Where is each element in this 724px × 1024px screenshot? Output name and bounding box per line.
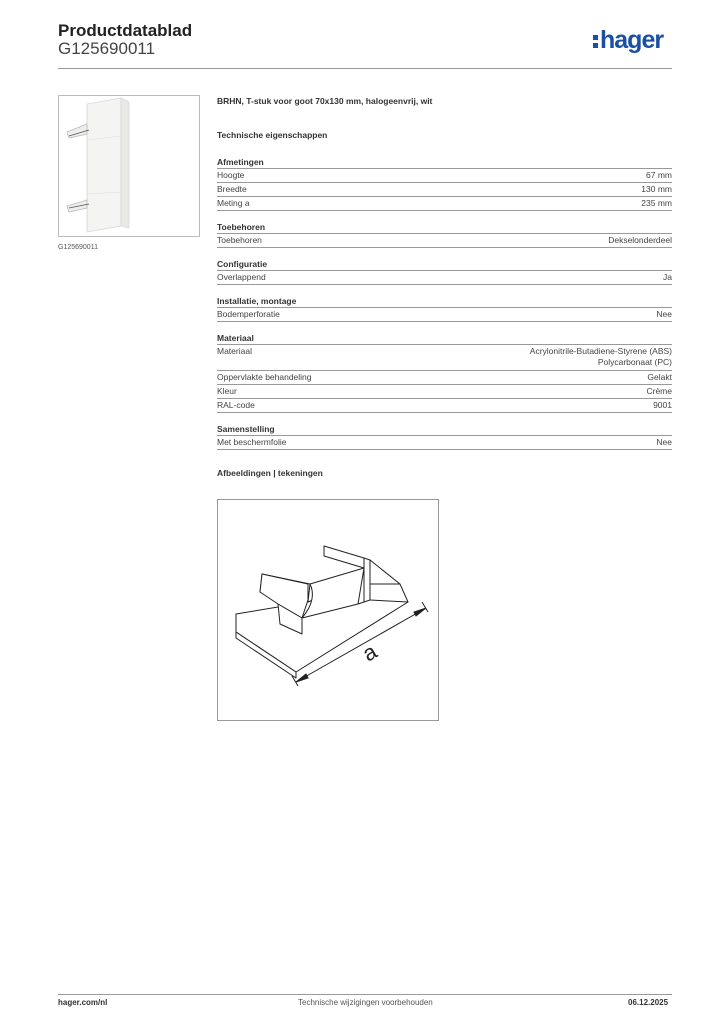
spec-value: 235 mm xyxy=(641,198,672,208)
product-description: BRHN, T-stuk voor goot 70x130 mm, halogeenvrij, wit xyxy=(217,96,433,106)
drawings-title: Afbeeldingen | tekeningen xyxy=(217,468,323,478)
section-samenstelling xyxy=(217,423,672,450)
spec-label: Met beschermfolie xyxy=(217,437,287,447)
section-configuratie xyxy=(217,258,672,285)
section-title: Afmetingen xyxy=(217,156,672,169)
spec-label: Overlappend xyxy=(217,272,266,282)
section-title: Installatie, montage xyxy=(217,295,672,308)
logo-dots-icon xyxy=(593,32,598,48)
technical-drawing xyxy=(217,499,439,721)
spec-row xyxy=(217,371,672,385)
spec-value: Nee xyxy=(656,437,672,447)
section-title: Toebehoren xyxy=(217,221,672,234)
technical-drawing-image xyxy=(218,500,438,720)
spec-value-line: Acrylonitrile-Butadiene-Styrene (ABS) xyxy=(529,346,672,356)
spec-value-line: Polycarbonaat (PC) xyxy=(597,357,672,367)
page-title: Productdatablad xyxy=(58,21,193,40)
spec-value: 9001 xyxy=(653,400,672,410)
spec-value: Crème xyxy=(646,386,672,396)
section-title: Materiaal xyxy=(217,332,672,345)
product-photo xyxy=(58,95,200,237)
header-divider xyxy=(58,68,672,69)
footer-date: 06.12.2025 xyxy=(628,998,669,1007)
logo-text: hager xyxy=(600,26,664,54)
spec-label: Meting a xyxy=(217,198,250,208)
section-title: Configuratie xyxy=(217,258,672,271)
product-photo-image xyxy=(59,96,199,236)
spec-row xyxy=(217,183,672,197)
spec-content xyxy=(217,96,672,482)
spec-row xyxy=(217,197,672,211)
spec-row xyxy=(217,345,672,371)
footer-divider xyxy=(58,994,672,995)
footer-notice: Technische wijzigingen voorbehouden xyxy=(298,998,433,1007)
spec-row xyxy=(217,436,672,450)
spec-value: Ja xyxy=(663,272,672,282)
footer-website-link[interactable]: hager.com/nl xyxy=(58,998,108,1007)
spec-row xyxy=(217,399,672,413)
spec-value: Dekselonderdeel xyxy=(608,235,672,245)
spec-value: 67 mm xyxy=(646,170,672,180)
section-title: Samenstelling xyxy=(217,423,672,436)
dimension-label: a xyxy=(358,638,382,667)
spec-label: Hoogte xyxy=(217,170,245,180)
section-toebehoren xyxy=(217,221,672,248)
spec-label: Oppervlakte behandeling xyxy=(217,372,312,382)
spec-row xyxy=(217,271,672,285)
spec-value: 130 mm xyxy=(641,184,672,194)
section-afmetingen xyxy=(217,156,672,211)
spec-label: Materiaal xyxy=(217,346,252,356)
spec-row xyxy=(217,234,672,248)
spec-row xyxy=(217,169,672,183)
section-installatie xyxy=(217,295,672,322)
spec-value: Gelakt xyxy=(647,372,672,382)
spec-label: Bodemperforatie xyxy=(217,309,280,319)
spec-label: Breedte xyxy=(217,184,247,194)
spec-label: Kleur xyxy=(217,386,237,396)
spec-value: Nee xyxy=(656,309,672,319)
tech-properties-title: Technische eigenschappen xyxy=(217,130,328,140)
section-materiaal xyxy=(217,332,672,413)
spec-row xyxy=(217,308,672,322)
spec-row xyxy=(217,385,672,399)
spec-label: RAL-code xyxy=(217,400,255,410)
photo-caption: G125690011 xyxy=(58,244,98,251)
hager-logo xyxy=(593,26,663,55)
product-code: G125690011 xyxy=(58,39,156,58)
spec-value xyxy=(530,346,672,370)
spec-label: Toebehoren xyxy=(217,235,262,245)
